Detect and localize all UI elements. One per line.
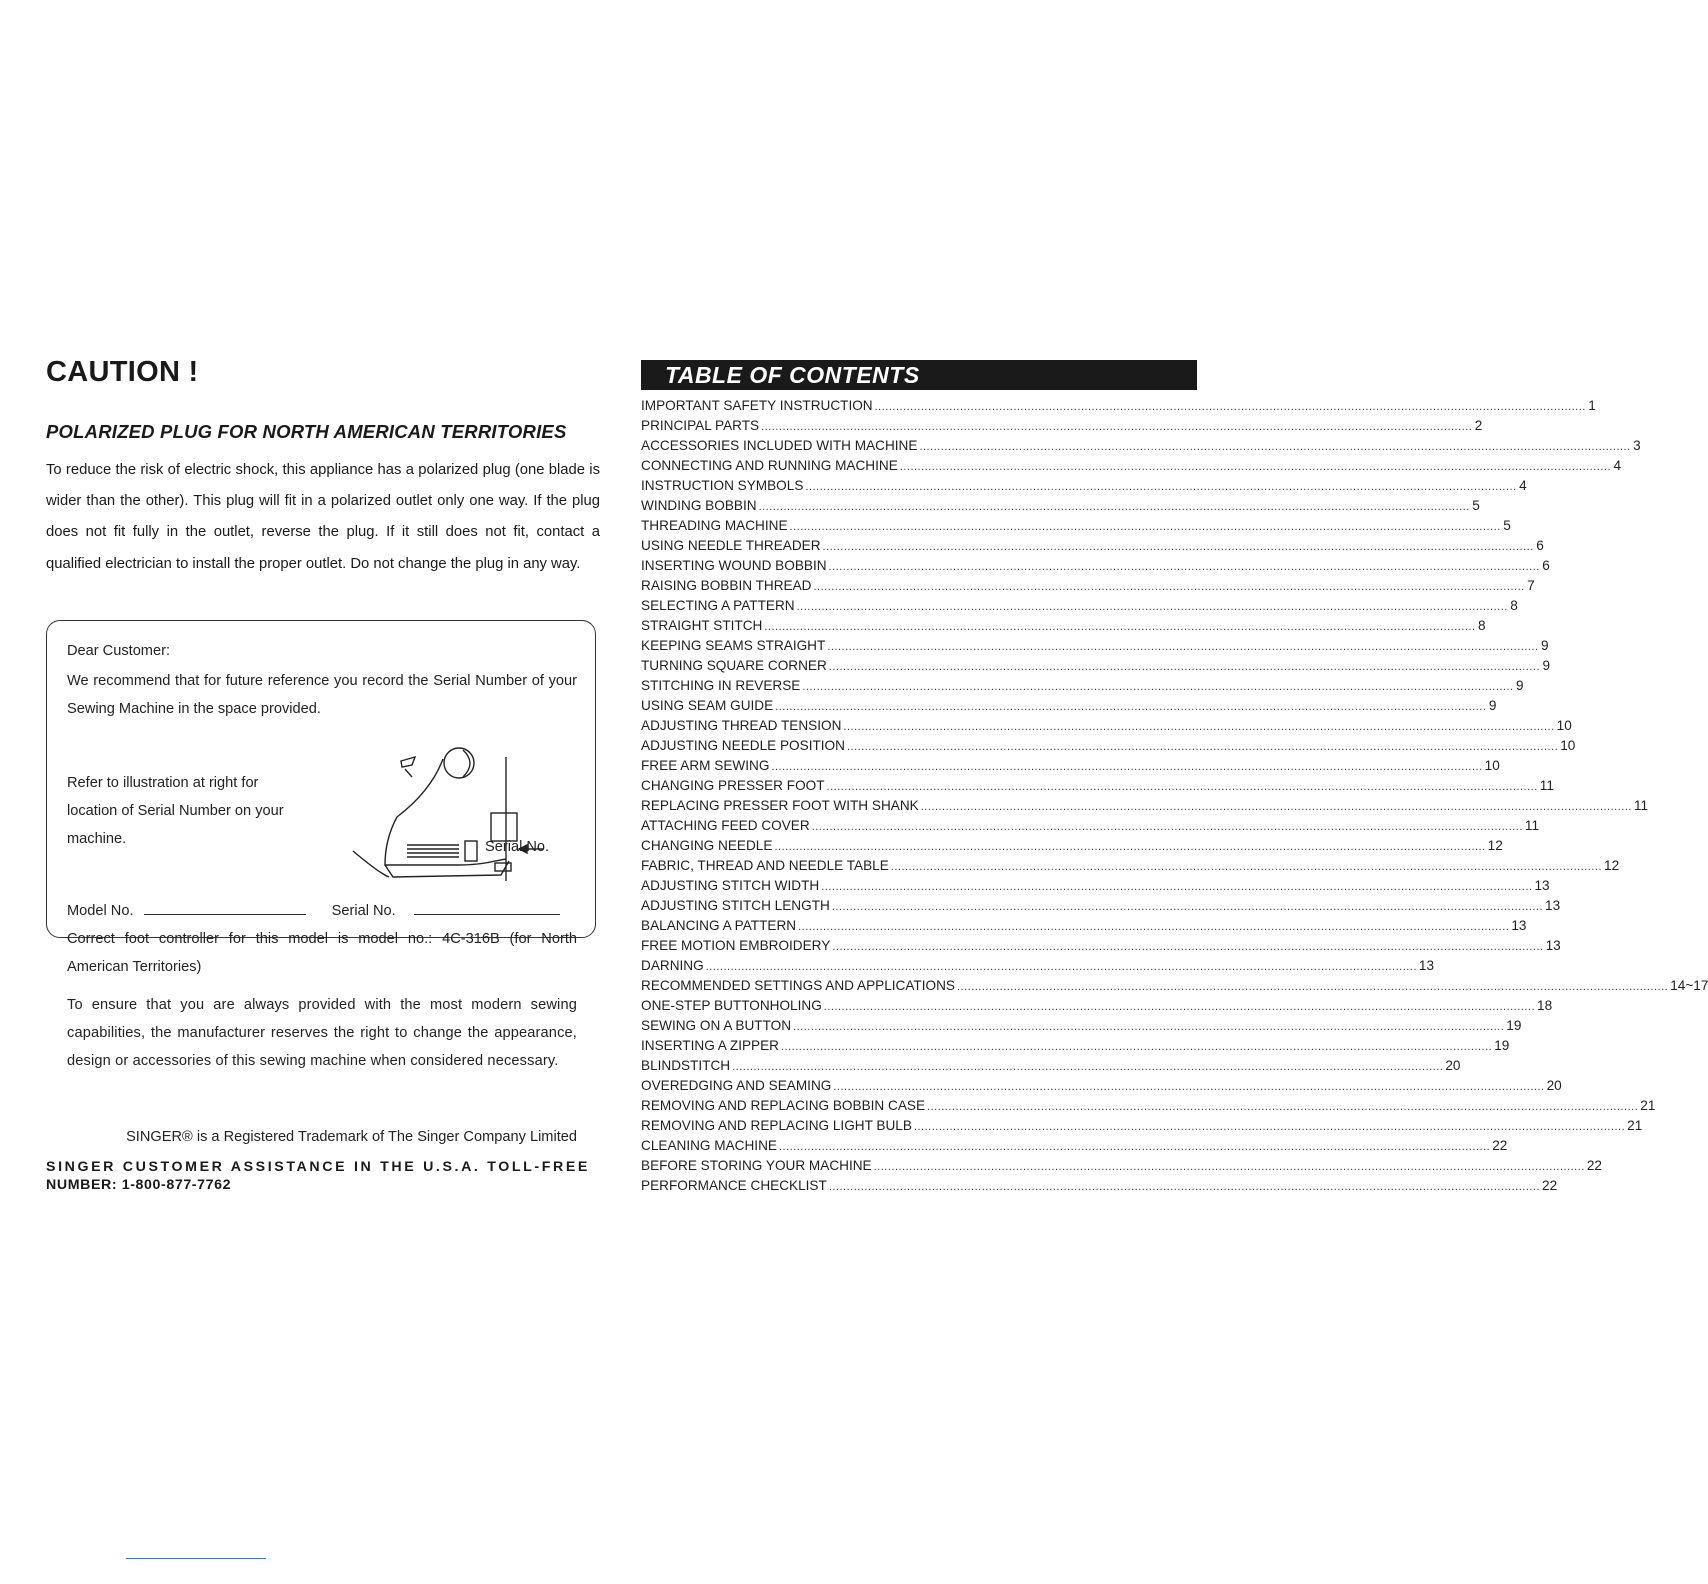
toc-dot-leader: ........................................................................................................................................................................................................ xyxy=(826,781,1538,793)
toc-dot-leader: ........................................................................................................................................................................................................ xyxy=(823,1001,1536,1013)
toc-entry-page: 19 xyxy=(1494,1038,1510,1053)
toc-entry-page: 12 xyxy=(1604,858,1620,873)
toc-entry-page: 8 xyxy=(1478,618,1486,633)
toc-dot-leader: ........................................................................................................................................................................................................ xyxy=(827,641,1539,653)
toc-entry xyxy=(641,1016,1522,1036)
toc-entry-page: 11 xyxy=(1539,778,1554,793)
toc-entry-page: 5 xyxy=(1472,498,1480,513)
toc-entry-page: 22 xyxy=(1586,1158,1602,1173)
toc-entry-page: 11 xyxy=(1633,798,1649,813)
toc-entry xyxy=(641,1116,1643,1136)
toc-entry-page: 11 xyxy=(1524,818,1540,833)
toc-entry xyxy=(641,496,1480,516)
toc-entry-title: CLEANING MACHINE xyxy=(641,1138,777,1153)
toc-entry xyxy=(641,656,1551,676)
toc-entry-page: 2 xyxy=(1474,418,1483,433)
toc-entry-page: 9 xyxy=(1516,678,1524,693)
toc-dot-leader: ........................................................................................................................................................................................................ xyxy=(927,1101,1639,1113)
toc-entry-title: ADJUSTING THREAD TENSION xyxy=(641,718,842,733)
foot-controller-text: Correct foot controller for this model is model no.: 4C-316B (for North American Territories) xyxy=(67,931,577,975)
toc-entry-title: ACCESSORIES INCLUDED WITH MACHINE xyxy=(641,438,918,453)
greeting: Dear Customer: xyxy=(67,643,170,659)
toc-entry-title: USING NEEDLE THREADER xyxy=(641,538,821,553)
toc-entry-title: PERFORMANCE CHECKLIST xyxy=(641,1178,827,1193)
customer-assistance xyxy=(46,1158,590,1194)
toc-dot-leader: ........................................................................................................................................................................................................ xyxy=(758,501,1470,513)
sewing-machine-illustration xyxy=(281,741,581,891)
model-number-blank xyxy=(144,914,306,915)
serial-number-blank xyxy=(414,914,560,915)
toc-entry-page: 4 xyxy=(1519,478,1527,493)
toc-entry xyxy=(641,736,1576,756)
toc-entry xyxy=(641,856,1620,876)
toc-entry-title: IMPORTANT SAFETY INSTRUCTION xyxy=(641,398,873,413)
toc-entry xyxy=(641,456,1622,476)
manufacturer-rights-text: To ensure that you are always provided with the most modern sewing capabilities, the manufacturer reserves the right to change the appearance, design or accessories of this sewing machine when considered necessary. xyxy=(67,997,577,1069)
toc-entry xyxy=(641,996,1553,1016)
toc-entry-page: 19 xyxy=(1506,1018,1522,1033)
toc-entry-page: 9 xyxy=(1540,638,1549,653)
toc-entry-page: 18 xyxy=(1537,998,1553,1013)
toc-entry-page: 22 xyxy=(1492,1138,1508,1153)
toc-entry xyxy=(641,1036,1510,1056)
toc-entry-page: 21 xyxy=(1640,1098,1656,1113)
toc-dot-leader: ........................................................................................................................................................................................................ xyxy=(890,861,1603,873)
assistance-line-1: SINGER CUSTOMER ASSISTANCE IN THE U.S.A. TOLL-FREE xyxy=(46,1159,590,1175)
toc-title: TABLE OF CONTENTS xyxy=(641,360,1197,390)
toc-entry-title: REMOVING AND REPLACING LIGHT BULB xyxy=(641,1118,912,1133)
toc-entry-title: INSERTING A ZIPPER xyxy=(641,1038,779,1053)
toc-entry-page: 9 xyxy=(1542,658,1551,673)
toc-entry xyxy=(641,436,1641,456)
toc-dot-leader: ........................................................................................................................................................................................................ xyxy=(822,541,1534,553)
caution-section xyxy=(46,356,600,580)
toc-entry-title: DARNING xyxy=(641,958,704,973)
toc-entry-title: CONNECTING AND RUNNING MACHINE xyxy=(641,458,898,473)
toc-entry xyxy=(641,516,1511,536)
toc-entry-title: ONE-STEP BUTTONHOLING xyxy=(641,998,822,1013)
toc-entry-title: STITCHING IN REVERSE xyxy=(641,678,801,693)
toc-dot-leader: ........................................................................................................................................................................................................ xyxy=(761,421,1473,433)
toc-entry xyxy=(641,976,1708,996)
toc-entry-title: FREE MOTION EMBROIDERY xyxy=(641,938,831,953)
toc-entry xyxy=(641,836,1503,856)
model-serial-fields xyxy=(67,899,587,923)
toc-dot-leader: ........................................................................................................................................................................................................ xyxy=(775,701,1487,713)
toc-dot-leader: ........................................................................................................................................................................................................ xyxy=(771,761,1483,773)
customer-notice-content xyxy=(67,641,577,1145)
trademark-text: SINGER® is a Registered Trademark of The Singer Company Limited xyxy=(126,1129,577,1145)
toc-dot-leader: ........................................................................................................................................................................................................ xyxy=(874,401,1586,413)
toc-entry xyxy=(641,896,1561,916)
toc-dot-leader: ........................................................................................................................................................................................................ xyxy=(789,521,1501,533)
toc-entry-page: 5 xyxy=(1503,518,1511,533)
toc-entry xyxy=(641,616,1486,636)
toc-entry-page: 20 xyxy=(1445,1058,1461,1073)
toc-entry-title: STRAIGHT STITCH xyxy=(641,618,763,633)
toc-dot-leader: ........................................................................................................................................................................................................ xyxy=(793,1021,1505,1033)
toc-entry xyxy=(641,956,1435,976)
toc-entry xyxy=(641,396,1596,416)
toc-entry xyxy=(641,1096,1656,1116)
toc-entry-page: 22 xyxy=(1542,1178,1558,1193)
toc-entry-title: THREADING MACHINE xyxy=(641,518,788,533)
toc-entry xyxy=(641,536,1544,556)
toc-dot-leader: ........................................................................................................................................................................................................ xyxy=(828,1181,1541,1193)
toc-entry-title: REMOVING AND REPLACING BOBBIN CASE xyxy=(641,1098,926,1113)
toc-entry-page: 7 xyxy=(1527,578,1535,593)
toc-entry xyxy=(641,676,1524,696)
toc-entry-title: RAISING BOBBIN THREAD xyxy=(641,578,812,593)
model-number-label: Model No. xyxy=(67,903,134,919)
toc-dot-leader: ........................................................................................................................................................................................................ xyxy=(956,981,1669,993)
toc-entry-title: ATTACHING FEED COVER xyxy=(641,818,810,833)
toc-entry xyxy=(641,596,1518,616)
toc-dot-leader: ........................................................................................................................................................................................................ xyxy=(919,441,1631,453)
toc-dot-leader: ........................................................................................................................................................................................................ xyxy=(774,841,1486,853)
toc-dot-leader: ........................................................................................................................................................................................................ xyxy=(781,1041,1493,1053)
toc-entry xyxy=(641,936,1561,956)
toc-entry xyxy=(641,476,1527,496)
toc-entry xyxy=(641,636,1549,656)
refer-illustration-text: Refer to illustration at right for location of Serial Number on your machine. xyxy=(67,775,284,847)
toc-entry-title: BALANCING A PATTERN xyxy=(641,918,797,933)
toc-entry xyxy=(641,1156,1602,1176)
table-of-contents xyxy=(641,360,1708,1196)
serial-number-callout: Serial No. xyxy=(485,839,550,855)
toc-entry xyxy=(641,1076,1562,1096)
toc-entry-page: 14~17 xyxy=(1670,978,1708,993)
toc-dot-leader: ........................................................................................................................................................................................................ xyxy=(828,561,1540,573)
toc-entry-page: 13 xyxy=(1418,958,1435,973)
toc-entry-title: OVEREDGING AND SEAMING xyxy=(641,1078,832,1093)
toc-entry-title: REPLACING PRESSER FOOT WITH SHANK xyxy=(641,798,919,813)
toc-dot-leader: ........................................................................................................................................................................................................ xyxy=(828,661,1541,673)
toc-dot-leader: ........................................................................................................................................................................................................ xyxy=(821,881,1533,893)
toc-entry xyxy=(641,816,1540,836)
toc-dot-leader: ........................................................................................................................................................................................................ xyxy=(873,1161,1585,1173)
toc-entry-page: 10 xyxy=(1484,758,1500,773)
serial-number-label: Serial No. xyxy=(331,903,396,919)
toc-entry-page: 6 xyxy=(1536,538,1544,553)
toc-entry xyxy=(641,756,1500,776)
toc-dot-leader: ........................................................................................................................................................................................................ xyxy=(843,721,1555,733)
toc-entry-title: ADJUSTING STITCH LENGTH xyxy=(641,898,830,913)
toc-entry-title: BLINDSTITCH xyxy=(641,1058,731,1073)
toc-dot-leader: ........................................................................................................................................................................................................ xyxy=(705,961,1417,973)
toc-dot-leader: ........................................................................................................................................................................................................ xyxy=(833,1081,1545,1093)
toc-entry-title: BEFORE STORING YOUR MACHINE xyxy=(641,1158,872,1173)
toc-entry xyxy=(641,916,1527,936)
toc-dot-leader: ........................................................................................................................................................................................................ xyxy=(796,601,1508,613)
toc-entry xyxy=(641,876,1550,896)
toc-dot-leader: ........................................................................................................................................................................................................ xyxy=(831,901,1544,913)
toc-dot-leader: ........................................................................................................................................................................................................ xyxy=(732,1061,1444,1073)
toc-entry-page: 10 xyxy=(1560,738,1576,753)
polarized-plug-heading: POLARIZED PLUG FOR NORTH AMERICAN TERRITORIES xyxy=(46,421,567,442)
customer-notice-box xyxy=(46,620,596,1145)
toc-dot-leader: ........................................................................................................................................................................................................ xyxy=(899,461,1612,473)
toc-entry xyxy=(641,1056,1461,1076)
toc-entry xyxy=(641,416,1483,436)
toc-entry-title: INSERTING WOUND BOBBIN xyxy=(641,558,827,573)
toc-entry-title: ADJUSTING STITCH WIDTH xyxy=(641,878,820,893)
toc-entry xyxy=(641,556,1550,576)
toc-entry-page: 13 xyxy=(1534,878,1550,893)
toc-dot-leader: ........................................................................................................................................................................................................ xyxy=(764,621,1476,633)
toc-entry-title: WINDING BOBBIN xyxy=(641,498,757,513)
toc-entry-page: 4 xyxy=(1613,458,1622,473)
toc-entry-page: 1 xyxy=(1588,398,1596,413)
toc-entry-page: 8 xyxy=(1510,598,1518,613)
toc-dot-leader: ........................................................................................................................................................................................................ xyxy=(798,921,1510,933)
toc-entry xyxy=(641,1136,1508,1156)
toc-dot-leader: ........................................................................................................................................................................................................ xyxy=(913,1121,1626,1133)
toc-entry-title: CHANGING NEEDLE xyxy=(641,838,773,853)
toc-entry-title: SEWING ON A BUTTON xyxy=(641,1018,792,1033)
toc-dot-leader: ........................................................................................................................................................................................................ xyxy=(805,481,1517,493)
toc-entry-title: USING SEAM GUIDE xyxy=(641,698,774,713)
toc-entry-title: SELECTING A PATTERN xyxy=(641,598,795,613)
toc-entry-title: PRINCIPAL PARTS xyxy=(641,418,760,433)
toc-entry-title: RECOMMENDED SETTINGS AND APPLICATIONS xyxy=(641,978,955,993)
toc-entry-page: 13 xyxy=(1545,938,1561,953)
toc-entry xyxy=(641,776,1554,796)
toc-entry-title: CHANGING PRESSER FOOT xyxy=(641,778,825,793)
toc-dot-leader: ........................................................................................................................................................................................................ xyxy=(811,821,1523,833)
toc-entry xyxy=(641,696,1497,716)
toc-entry-title: TURNING SQUARE CORNER xyxy=(641,658,827,673)
toc-entry-page: 10 xyxy=(1556,718,1572,733)
toc-entry-title: FABRIC, THREAD AND NEEDLE TABLE xyxy=(641,858,889,873)
toc-entry-page: 12 xyxy=(1487,838,1503,853)
toc-dot-leader: ........................................................................................................................................................................................................ xyxy=(920,801,1632,813)
toc-entry xyxy=(641,1176,1558,1196)
toc-entry-title: KEEPING SEAMS STRAIGHT xyxy=(641,638,826,653)
toc-dot-leader: ........................................................................................................................................................................................................ xyxy=(802,681,1514,693)
toc-entry xyxy=(641,576,1535,596)
caution-title: CAUTION ! xyxy=(46,356,199,388)
toc-entry-page: 13 xyxy=(1545,898,1561,913)
toc-entry-page: 6 xyxy=(1542,558,1550,573)
toc-entry-page: 13 xyxy=(1511,918,1527,933)
toc-entry xyxy=(641,716,1572,736)
toc-entry-title: INSTRUCTION SYMBOLS xyxy=(641,478,804,493)
toc-dot-leader: ........................................................................................................................................................................................................ xyxy=(832,941,1544,953)
toc-dot-leader: ........................................................................................................................................................................................................ xyxy=(813,581,1525,593)
toc-entry-page: 20 xyxy=(1546,1078,1562,1093)
toc-entry-page: 9 xyxy=(1488,698,1497,713)
toc-entry xyxy=(641,796,1649,816)
toc-entry-title: ADJUSTING NEEDLE POSITION xyxy=(641,738,845,753)
toc-list xyxy=(641,396,1708,1196)
toc-dot-leader: ........................................................................................................................................................................................................ xyxy=(846,741,1559,753)
toc-entry-page: 21 xyxy=(1627,1118,1643,1133)
assistance-line-2: NUMBER: 1-800-877-7762 xyxy=(46,1177,232,1193)
scan-artifact-line xyxy=(126,1558,266,1559)
polarized-plug-text: To reduce the risk of electric shock, this appliance has a polarized plug (one blade is wider than the other). This plug will fit in a polarized outlet only one way. If the plug does not fit fully in the outlet, reverse the plug. If it still does not fit, contact a qualified electrician to install the proper outlet. Do not change the plug in any way. xyxy=(46,462,600,572)
toc-dot-leader: ........................................................................................................................................................................................................ xyxy=(778,1141,1491,1153)
toc-entry-page: 3 xyxy=(1633,438,1641,453)
serial-record-text: We recommend that for future reference you record the Serial Number of your Sewing Machine in the space provided. xyxy=(67,673,577,717)
toc-entry-title: FREE ARM SEWING xyxy=(641,758,770,773)
